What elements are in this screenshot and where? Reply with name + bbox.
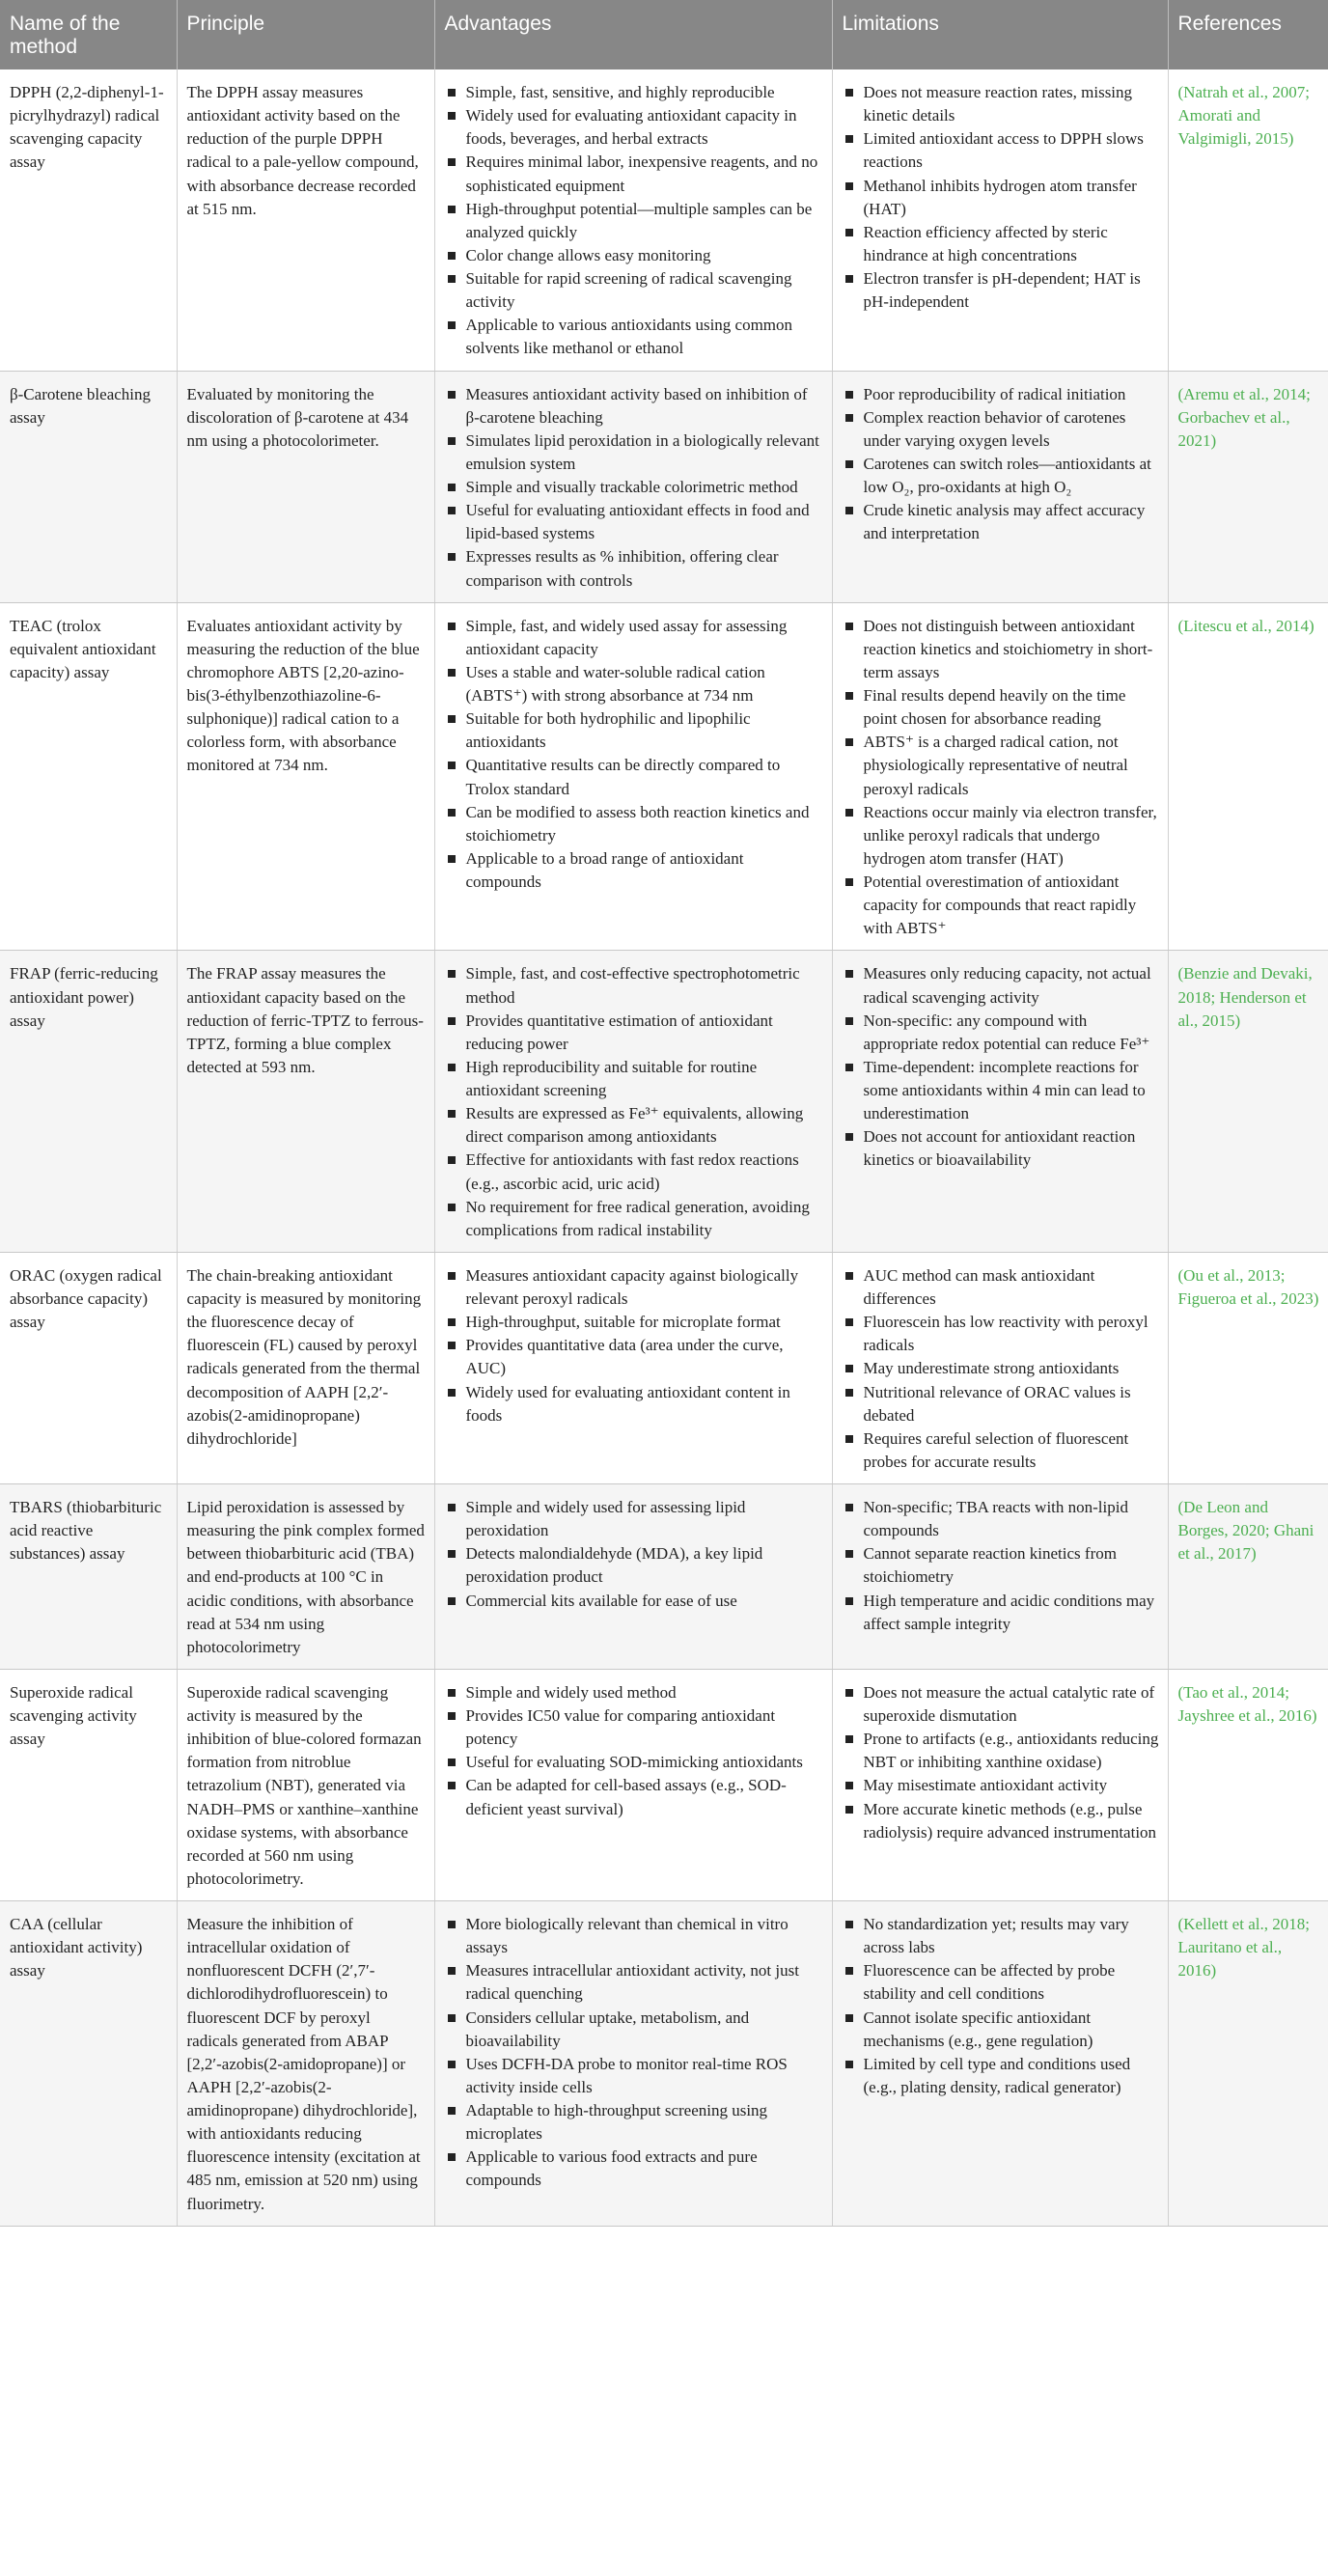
table-row bbox=[0, 951, 1328, 1253]
list-item: More accurate kinetic methods (e.g., pulse radiolysis) require advanced instrumentation bbox=[843, 1798, 1159, 1844]
list-item: No standardization yet; results may vary across labs bbox=[843, 1913, 1159, 1959]
list-item: Widely used for evaluating antioxidant content in foods bbox=[445, 1381, 823, 1427]
reference-link[interactable]: Ghani et al., 2017) bbox=[1177, 1521, 1314, 1564]
reference-link[interactable]: Henderson et al., 2015) bbox=[1177, 987, 1307, 1030]
references-cell bbox=[1168, 602, 1328, 951]
list-item: Uses DCFH-DA probe to monitor real-time ROS activity inside cells bbox=[445, 2053, 823, 2099]
list-item: Simple and widely used for assessing lipid peroxidation bbox=[445, 1496, 823, 1542]
list-item: No requirement for free radical generation, avoiding complications from radical instability bbox=[445, 1196, 823, 1242]
table-row bbox=[0, 371, 1328, 602]
limitations-list bbox=[843, 81, 1159, 314]
advantage-list-cell bbox=[434, 1484, 832, 1670]
advantage-list-cell bbox=[434, 371, 832, 602]
advantage-list-cell bbox=[434, 1901, 832, 2227]
principle-cell: Superoxide radical scavenging activity is measured by the inhibition of blue-colored formazan formation from nitroblue tetrazolium (NBT), generated via NADH–PMS or xanthine–xanthine oxidase systems, with absorbance recorded at 560 nm using photocolorimetry. bbox=[177, 1669, 434, 1900]
table-row bbox=[0, 1669, 1328, 1900]
header-limitations: Limitations bbox=[832, 0, 1168, 69]
list-item: Provides quantitative estimation of antioxidant reducing power bbox=[445, 1010, 823, 1056]
advantages-list bbox=[445, 615, 823, 895]
references-cell bbox=[1168, 1669, 1328, 1900]
reference-link[interactable]: (Tao et al., 2014; bbox=[1177, 1682, 1289, 1702]
advantages-list bbox=[445, 1913, 823, 2193]
list-item: Applicable to various food extracts and pure compounds bbox=[445, 2146, 823, 2192]
advantages-list bbox=[445, 962, 823, 1242]
method-name-cell: Superoxide radical scavenging activity assay bbox=[0, 1669, 177, 1900]
list-item: Methanol inhibits hydrogen atom transfer (HAT) bbox=[843, 175, 1159, 221]
list-item: Applicable to a broad range of antioxidant compounds bbox=[445, 847, 823, 894]
method-name-cell: β-Carotene bleaching assay bbox=[0, 371, 177, 602]
advantages-list bbox=[445, 383, 823, 593]
reference-link[interactable]: Jayshree et al., 2016) bbox=[1177, 1706, 1317, 1725]
reference-link[interactable]: (De Leon and Borges, 2020; bbox=[1177, 1498, 1270, 1540]
list-item: Detects malondialdehyde (MDA), a key lipid peroxidation product bbox=[445, 1542, 823, 1589]
list-item: Suitable for both hydrophilic and lipophilic antioxidants bbox=[445, 707, 823, 754]
list-item: Cannot isolate specific antioxidant mechanisms (e.g., gene regulation) bbox=[843, 2007, 1159, 2053]
list-item: Poor reproducibility of radical initiation bbox=[843, 383, 1159, 406]
reference-link[interactable]: (Natrah et al., 2007; bbox=[1177, 83, 1310, 101]
list-item: Carotenes can switch roles—antioxidants at low O₂, pro-oxidants at high O₂ bbox=[843, 453, 1159, 499]
list-item: Can be modified to assess both reaction kinetics and stoichiometry bbox=[445, 801, 823, 847]
reference-link[interactable]: Amorati and Valgimigli, 2015) bbox=[1177, 106, 1294, 149]
list-item: Does not distinguish between antioxidant reaction kinetics and stoichiometry in short-term assays bbox=[843, 615, 1159, 684]
limitations-list bbox=[843, 615, 1159, 941]
list-item: Does not measure the actual catalytic rate of superoxide dismutation bbox=[843, 1681, 1159, 1728]
list-item: Fluorescein has low reactivity with peroxyl radicals bbox=[843, 1311, 1159, 1357]
advantage-list-cell bbox=[434, 69, 832, 371]
list-item: Effective for antioxidants with fast redox reactions (e.g., ascorbic acid, uric acid) bbox=[445, 1149, 823, 1195]
reference-link[interactable]: (Kellett et al., 2018; bbox=[1177, 1915, 1310, 1933]
limitation-list-cell bbox=[832, 951, 1168, 1253]
limitations-list bbox=[843, 1264, 1159, 1474]
list-item: Useful for evaluating antioxidant effects in food and lipid-based systems bbox=[445, 499, 823, 545]
header-row bbox=[0, 0, 1328, 69]
table-header bbox=[0, 0, 1328, 69]
reference-link[interactable]: Gorbachev et al., 2021) bbox=[1177, 407, 1290, 450]
advantages-list bbox=[445, 1264, 823, 1427]
principle-cell: Lipid peroxidation is assessed by measuring the pink complex formed between thiobarbituric acid (TBA) and end-products at 100 °C in acidic conditions, with absorbance read at 534 nm using photocolorimetry bbox=[177, 1484, 434, 1670]
principle-cell: Evaluated by monitoring the discoloration of β-carotene at 434 nm using a photocolorimeter. bbox=[177, 371, 434, 602]
reference-link[interactable]: (Aremu et al., 2014; bbox=[1177, 384, 1311, 403]
list-item: Measures intracellular antioxidant activity, not just radical quenching bbox=[445, 1959, 823, 2006]
principle-cell: The DPPH assay measures antioxidant activity based on the reduction of the purple DPPH radical to a pale-yellow compound, with absorbance decrease recorded at 515 nm. bbox=[177, 69, 434, 371]
list-item: Reactions occur mainly via electron transfer, unlike peroxyl radicals that undergo hydrogen atom transfer (HAT) bbox=[843, 801, 1159, 871]
list-item: Provides IC50 value for comparing antioxidant potency bbox=[445, 1704, 823, 1751]
list-item: Simple and visually trackable colorimetric method bbox=[445, 476, 823, 499]
list-item: Color change allows easy monitoring bbox=[445, 244, 823, 267]
list-item: Quantitative results can be directly compared to Trolox standard bbox=[445, 754, 823, 800]
list-item: Measures antioxidant capacity against biologically relevant peroxyl radicals bbox=[445, 1264, 823, 1311]
advantages-list bbox=[445, 1681, 823, 1821]
limitation-list-cell bbox=[832, 1252, 1168, 1483]
references-cell bbox=[1168, 371, 1328, 602]
method-name-cell: TEAC (trolox equivalent antioxidant capacity) assay bbox=[0, 602, 177, 951]
list-item: Prone to artifacts (e.g., antioxidants reducing NBT or inhibiting xanthine oxidase) bbox=[843, 1728, 1159, 1774]
list-item: Measures only reducing capacity, not actual radical scavenging activity bbox=[843, 962, 1159, 1009]
list-item: Considers cellular uptake, metabolism, and bioavailability bbox=[445, 2007, 823, 2053]
list-item: High-throughput potential—multiple samples can be analyzed quickly bbox=[445, 198, 823, 244]
method-name-cell: ORAC (oxygen radical absorbance capacity) assay bbox=[0, 1252, 177, 1483]
list-item: Requires minimal labor, inexpensive reagents, and no sophisticated equipment bbox=[445, 151, 823, 197]
advantage-list-cell bbox=[434, 951, 832, 1253]
list-item: Does not measure reaction rates, missing kinetic details bbox=[843, 81, 1159, 127]
header-name-of-method: Name of the method bbox=[0, 0, 177, 69]
advantage-list-cell bbox=[434, 1669, 832, 1900]
table-body bbox=[0, 69, 1328, 2226]
limitations-list bbox=[843, 1681, 1159, 1844]
method-name-cell: DPPH (2,2-diphenyl-1-picrylhydrazyl) radical scavenging capacity assay bbox=[0, 69, 177, 371]
list-item: ABTS⁺ is a charged radical cation, not physiologically representative of neutral peroxyl radicals bbox=[843, 731, 1159, 800]
list-item: Uses a stable and water-soluble radical cation (ABTS⁺) with strong absorbance at 734 nm bbox=[445, 661, 823, 707]
limitation-list-cell bbox=[832, 1901, 1168, 2227]
method-name-cell: CAA (cellular antioxidant activity) assay bbox=[0, 1901, 177, 2227]
list-item: Simple and widely used method bbox=[445, 1681, 823, 1704]
principle-cell: The FRAP assay measures the antioxidant capacity based on the reduction of ferric-TPTZ to ferrous-TPTZ, forming a blue complex detected at 593 nm. bbox=[177, 951, 434, 1253]
limitations-list bbox=[843, 1496, 1159, 1636]
table-row bbox=[0, 1901, 1328, 2227]
limitation-list-cell bbox=[832, 602, 1168, 951]
list-item: Useful for evaluating SOD-mimicking antioxidants bbox=[445, 1751, 823, 1774]
reference-link[interactable]: (Benzie and Devaki, 2018; bbox=[1177, 964, 1313, 1007]
list-item: Suitable for rapid screening of radical scavenging activity bbox=[445, 267, 823, 314]
list-item: AUC method can mask antioxidant differences bbox=[843, 1264, 1159, 1311]
list-item: Limited by cell type and conditions used (e.g., plating density, radical generator) bbox=[843, 2053, 1159, 2099]
principle-cell: Measure the inhibition of intracellular oxidation of nonfluorescent DCFH (2′,7′-dichlorodihydrofluorescein) to fluorescent DCF by peroxyl radicals generated from ABAP [2,2′-azobis(2-amidopropane)] or AAPH [2,2′-azobis(2-amidinopropane) dihydrochloride], with antioxidants reducing fluorescence intensity (excitation at 485 nm, emission at 520 nm) using fluorimetry. bbox=[177, 1901, 434, 2227]
list-item: Simple, fast, sensitive, and highly reproducible bbox=[445, 81, 823, 104]
list-item: Does not account for antioxidant reaction kinetics or bioavailability bbox=[843, 1125, 1159, 1172]
limitation-list-cell bbox=[832, 69, 1168, 371]
table-row bbox=[0, 602, 1328, 951]
list-item: Final results depend heavily on the time point chosen for absorbance reading bbox=[843, 684, 1159, 731]
list-item: Requires careful selection of fluorescent probes for accurate results bbox=[843, 1427, 1159, 1474]
limitations-list bbox=[843, 383, 1159, 546]
list-item: May misestimate antioxidant activity bbox=[843, 1774, 1159, 1797]
list-item: Adaptable to high-throughput screening using microplates bbox=[445, 2099, 823, 2146]
list-item: Reaction efficiency affected by steric hindrance at high concentrations bbox=[843, 221, 1159, 267]
references-cell bbox=[1168, 1252, 1328, 1483]
method-name-cell: TBARS (thiobarbituric acid reactive substances) assay bbox=[0, 1484, 177, 1670]
table-row bbox=[0, 69, 1328, 371]
list-item: Non-specific; TBA reacts with non-lipid compounds bbox=[843, 1496, 1159, 1542]
references-cell bbox=[1168, 951, 1328, 1253]
reference-link[interactable]: (Litescu et al., 2014) bbox=[1177, 616, 1314, 635]
list-item: Simulates lipid peroxidation in a biologically relevant emulsion system bbox=[445, 429, 823, 476]
list-item: Provides quantitative data (area under the curve, AUC) bbox=[445, 1334, 823, 1380]
list-item: High reproducibility and suitable for routine antioxidant screening bbox=[445, 1056, 823, 1102]
list-item: Crude kinetic analysis may affect accuracy and interpretation bbox=[843, 499, 1159, 545]
limitation-list-cell bbox=[832, 371, 1168, 602]
advantage-list-cell bbox=[434, 1252, 832, 1483]
limitations-list bbox=[843, 962, 1159, 1172]
advantages-list bbox=[445, 1496, 823, 1613]
list-item: Non-specific: any compound with appropriate redox potential can reduce Fe³⁺ bbox=[843, 1010, 1159, 1056]
list-item: Applicable to various antioxidants using common solvents like methanol or ethanol bbox=[445, 314, 823, 360]
header-references: References bbox=[1168, 0, 1328, 69]
list-item: May underestimate strong antioxidants bbox=[843, 1357, 1159, 1380]
reference-link[interactable]: (Ou et al., 2013; bbox=[1177, 1265, 1286, 1285]
references-cell bbox=[1168, 1484, 1328, 1670]
reference-link[interactable]: Figueroa et al., 2023) bbox=[1177, 1289, 1319, 1308]
list-item: Electron transfer is pH-dependent; HAT is pH-independent bbox=[843, 267, 1159, 314]
list-item: Cannot separate reaction kinetics from stoichiometry bbox=[843, 1542, 1159, 1589]
list-item: High-throughput, suitable for microplate format bbox=[445, 1311, 823, 1334]
list-item: Simple, fast, and widely used assay for assessing antioxidant capacity bbox=[445, 615, 823, 661]
list-item: Results are expressed as Fe³⁺ equivalents, allowing direct comparison among antioxidants bbox=[445, 1102, 823, 1149]
list-item: Complex reaction behavior of carotenes under varying oxygen levels bbox=[843, 406, 1159, 453]
limitations-list bbox=[843, 1913, 1159, 2099]
advantages-list bbox=[445, 81, 823, 361]
references-cell bbox=[1168, 69, 1328, 371]
reference-link[interactable]: Lauritano et al., 2016) bbox=[1177, 1938, 1283, 1980]
list-item: Measures antioxidant activity based on inhibition of β-carotene bleaching bbox=[445, 383, 823, 429]
table-row bbox=[0, 1484, 1328, 1670]
list-item: Expresses results as % inhibition, offering clear comparison with controls bbox=[445, 545, 823, 592]
list-item: Time-dependent: incomplete reactions for some antioxidants within 4 min can lead to underestimation bbox=[843, 1056, 1159, 1125]
limitation-list-cell bbox=[832, 1669, 1168, 1900]
list-item: High temperature and acidic conditions may affect sample integrity bbox=[843, 1590, 1159, 1636]
table-row bbox=[0, 1252, 1328, 1483]
list-item: Potential overestimation of antioxidant capacity for compounds that react rapidly with ABTS⁺ bbox=[843, 871, 1159, 940]
list-item: Can be adapted for cell-based assays (e.g., SOD-deficient yeast survival) bbox=[445, 1774, 823, 1820]
limitation-list-cell bbox=[832, 1484, 1168, 1670]
principle-cell: Evaluates antioxidant activity by measuring the reduction of the blue chromophore ABTS [2,20-azino-bis(3-éthylbenzothiazoline-6-sulphonique)] radical cation to a colorless form, with absorbance monitored at 734 nm. bbox=[177, 602, 434, 951]
method-name-cell: FRAP (ferric-reducing antioxidant power) assay bbox=[0, 951, 177, 1253]
principle-cell: The chain-breaking antioxidant capacity is measured by monitoring the fluorescence decay of fluorescein (FL) caused by peroxyl radicals generated from the thermal decomposition of AAPH [2,2′-azobis(2-amidinopropane) dihydrochloride] bbox=[177, 1252, 434, 1483]
list-item: Fluorescence can be affected by probe stability and cell conditions bbox=[843, 1959, 1159, 2006]
list-item: Limited antioxidant access to DPPH slows reactions bbox=[843, 127, 1159, 174]
advantage-list-cell bbox=[434, 602, 832, 951]
list-item: Nutritional relevance of ORAC values is debated bbox=[843, 1381, 1159, 1427]
header-principle: Principle bbox=[177, 0, 434, 69]
references-cell bbox=[1168, 1901, 1328, 2227]
list-item: Simple, fast, and cost-effective spectrophotometric method bbox=[445, 962, 823, 1009]
list-item: Widely used for evaluating antioxidant capacity in foods, beverages, and herbal extracts bbox=[445, 104, 823, 151]
list-item: More biologically relevant than chemical in vitro assays bbox=[445, 1913, 823, 1959]
header-advantages: Advantages bbox=[434, 0, 832, 69]
list-item: Commercial kits available for ease of use bbox=[445, 1590, 823, 1613]
